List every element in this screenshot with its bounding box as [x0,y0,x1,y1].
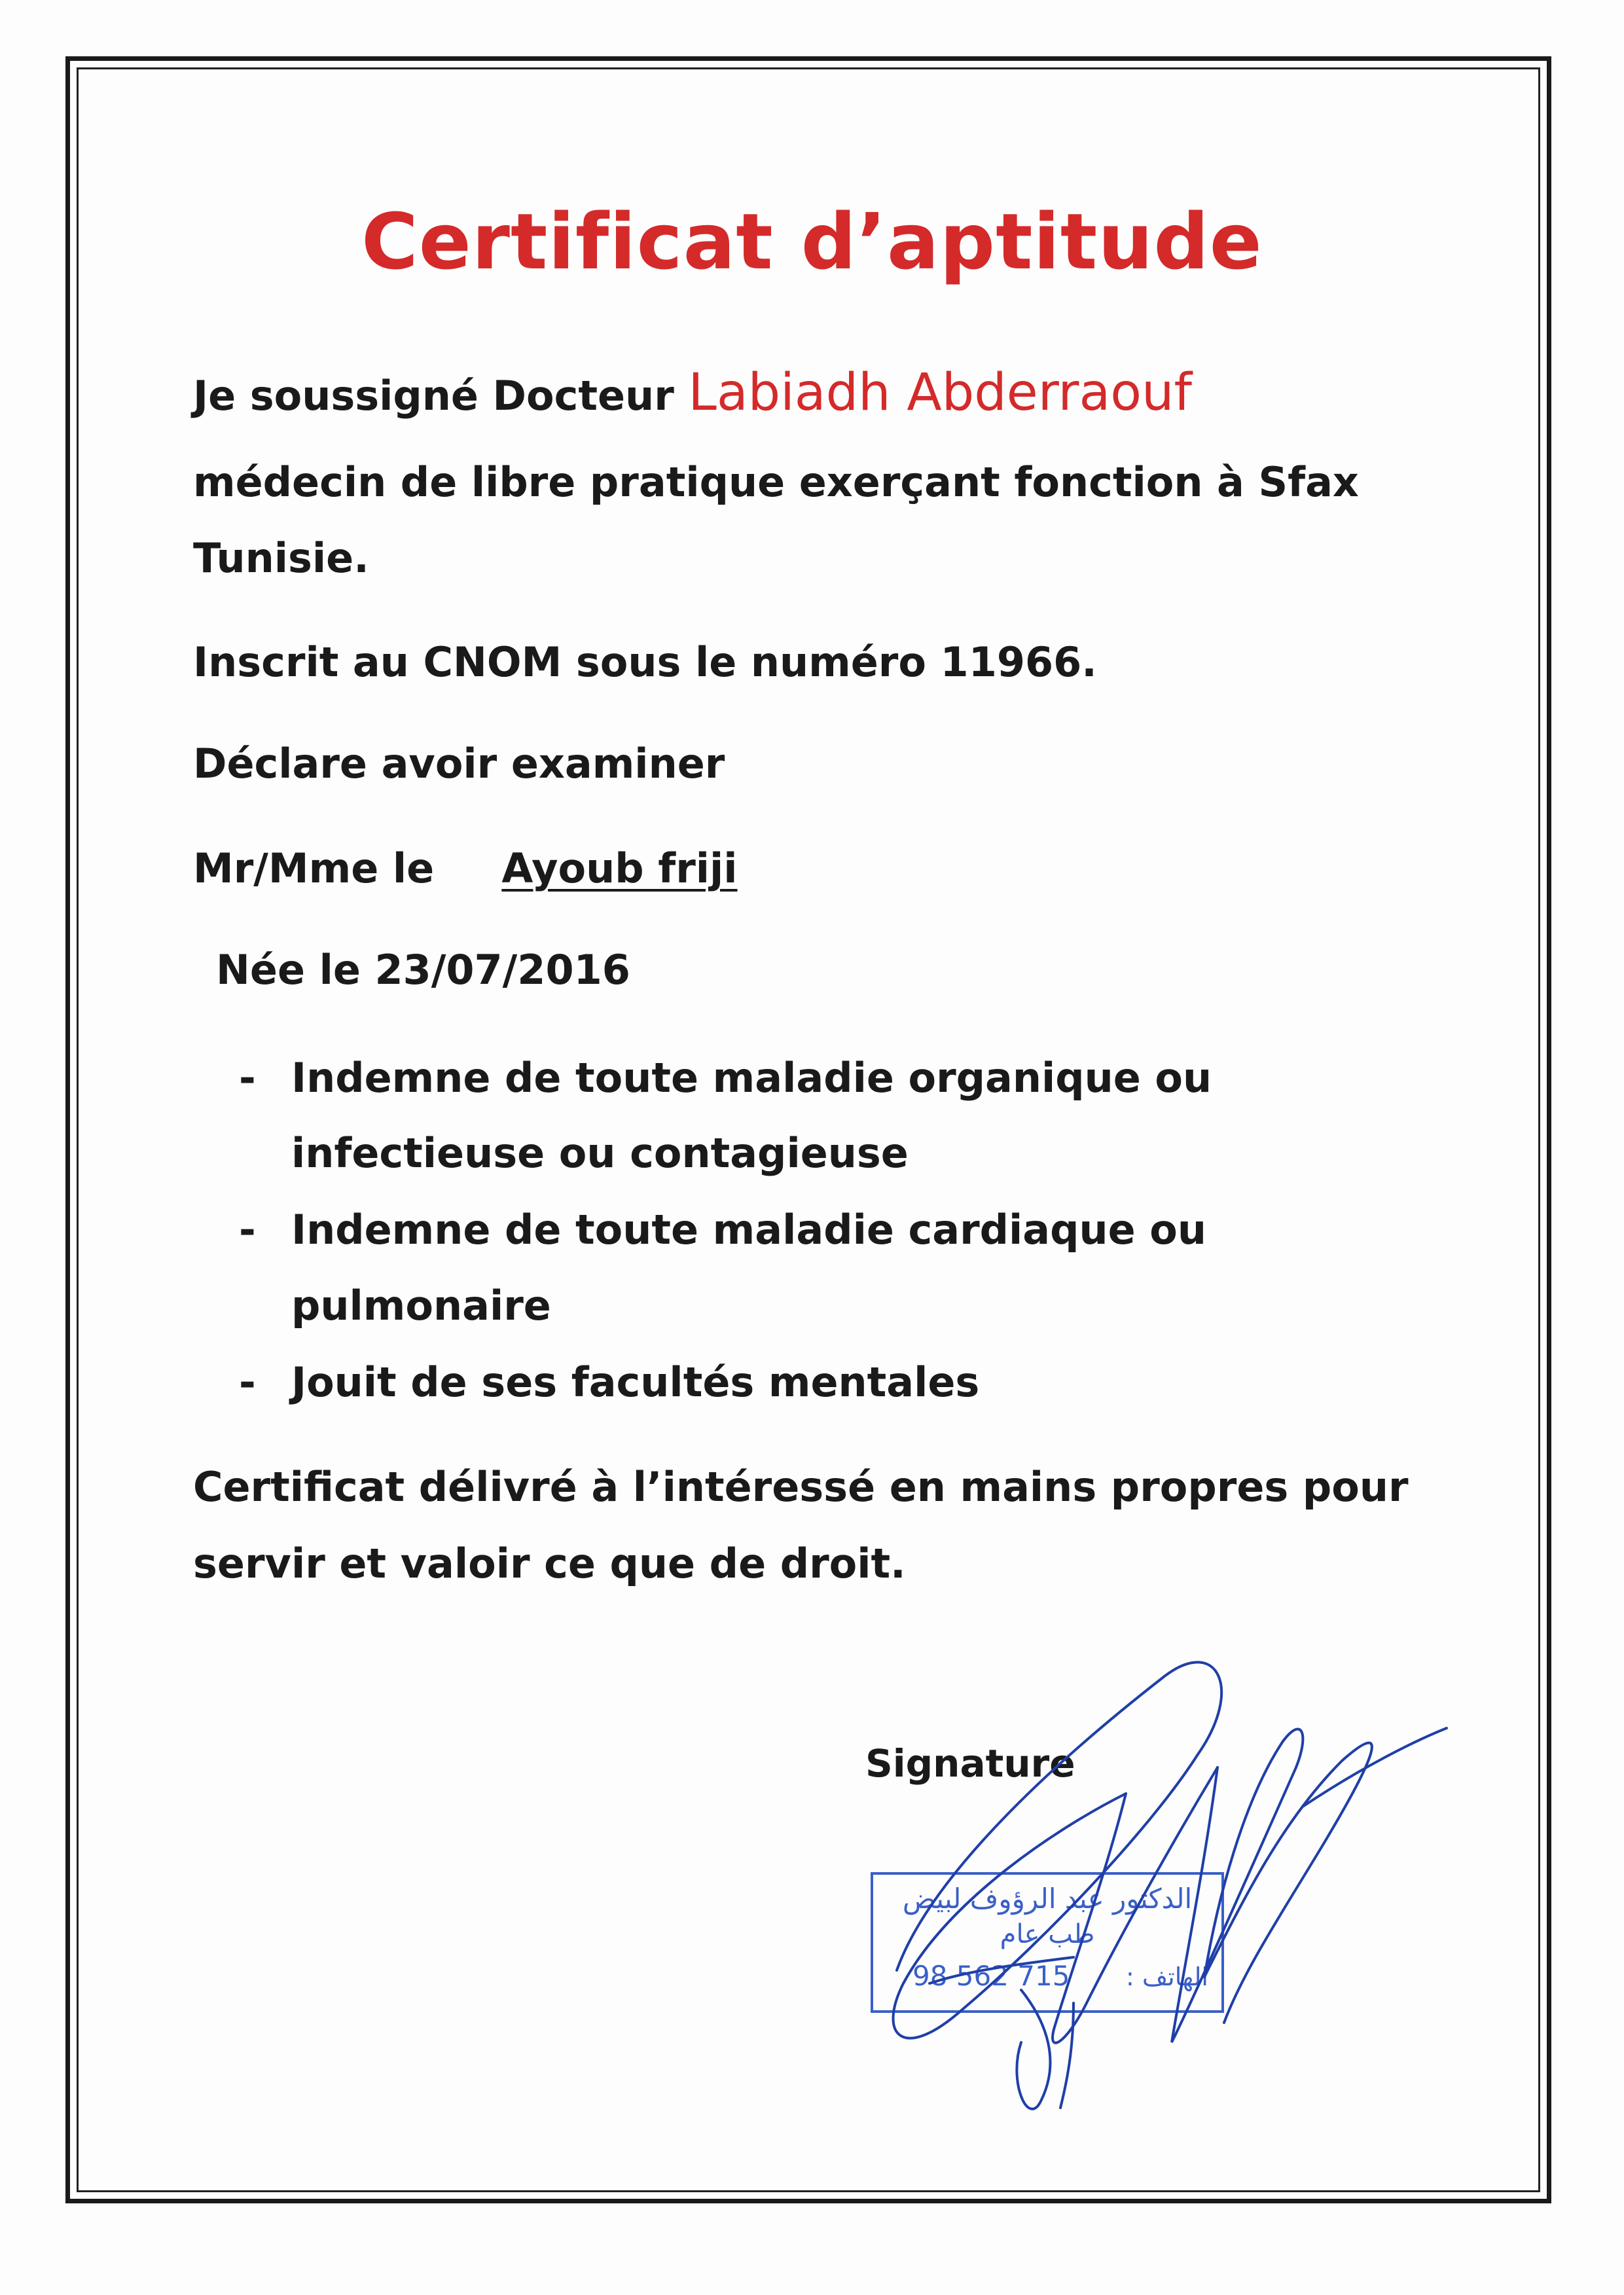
signature-label: Signature [865,1741,1075,1786]
intro-line [193,363,1192,422]
registration-line: Inscrit au CNOM sous le numéro 11966. [193,638,1097,686]
stamp-doctor-name: الدكتور عبد الرؤوف لبيض [902,1883,1193,1915]
practice-line-1: médecin de libre pratique exerçant fonction à Sfax [193,458,1359,506]
patient-line [193,844,738,892]
condition-3-line-1: Jouit de ses facultés mentales [291,1358,980,1406]
practice-line-2: Tunisie. [193,534,369,582]
condition-2-line-1: Indemne de toute maladie cardiaque ou [291,1206,1206,1254]
birth-line: Née le 23/07/2016 [216,946,630,994]
condition-2-line-2: pulmonaire [291,1282,551,1329]
patient-name: Ayoub friji [501,844,738,892]
closing-line-1: Certificat délivré à l’intéressé en mains propres pour [193,1463,1409,1511]
doctor-name: Labiadh Abderraouf [688,363,1192,422]
stamp-specialty: طب عام [1000,1919,1095,1949]
condition-1-line-2: infectieuse ou contagieuse [291,1129,909,1177]
doctor-stamp [871,1872,1224,2013]
list-dash: - [239,1206,256,1254]
patient-prefix: Mr/Mme le [193,844,435,892]
condition-1-line-1: Indemne de toute maladie organique ou [291,1054,1212,1102]
stamp-phone-label: الهاتف : [1125,1962,1208,1991]
stamp-phone: 98 562 715 [912,1960,1070,1992]
intro-prefix: Je soussigné Docteur [193,372,674,420]
list-dash: - [239,1054,256,1102]
list-dash: - [239,1358,256,1406]
declaration-line: Déclare avoir examiner [193,740,725,787]
certificate-title: Certificat d’aptitude [361,196,1263,287]
closing-line-2: servir et valoir ce que de droit. [193,1540,906,1587]
